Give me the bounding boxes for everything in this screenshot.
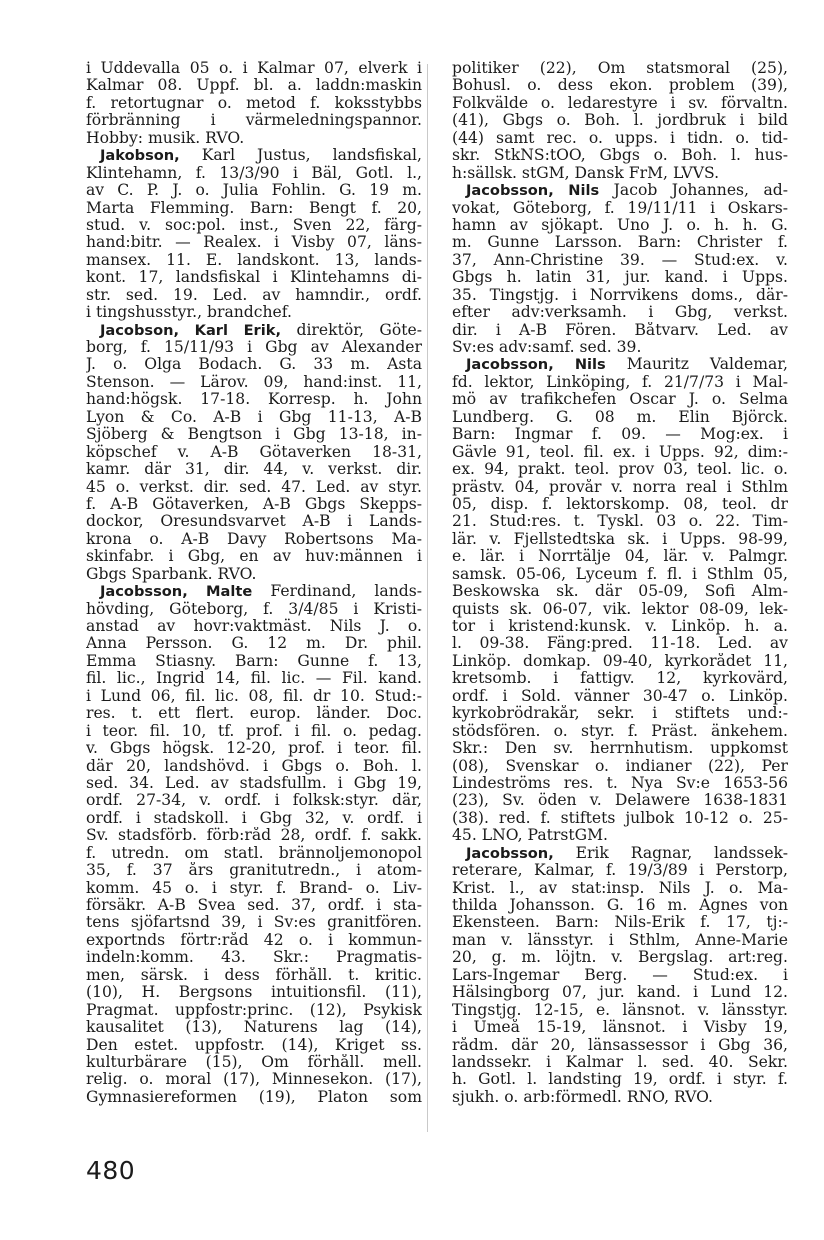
- text-line: l. 09-38. Fäng:pred. 11-18. Led. av: [452, 635, 788, 653]
- text-line: reterare, Kalmar, f. 19/3/89 i Perstorp,: [452, 862, 788, 880]
- text-line: Lindeströms res. t. Nya Sv:e 1653-56: [452, 774, 788, 792]
- text-line: förbränning i värmeledningspannor.: [86, 112, 422, 130]
- text-line: 35. Tingstjg. i Norrvikens doms., där-: [452, 286, 788, 304]
- text-line: Lundberg. G. 08 m. Elin Björck.: [452, 408, 788, 426]
- text-line: (23), Sv. öden v. Delawere 1638-1831: [452, 792, 788, 810]
- text-line: Linköp. domkap. 09-40, kyrkorådet 11,: [452, 652, 788, 670]
- entry-name: Jacobsson, Nils: [466, 182, 600, 200]
- entry-heading-line: [452, 845, 788, 862]
- entry-text: Jacob Johannes, ad-: [599, 182, 788, 200]
- text-line: där 20, landshövd. i Gbgs o. Boh. l.: [86, 757, 422, 775]
- entry-text: Karl Justus, landsfiskal,: [179, 147, 422, 165]
- text-line: i tingshusstyr., brandchef.: [86, 304, 292, 322]
- text-line: Den estet. uppfostr. (14), Kriget ss.: [86, 1036, 422, 1054]
- entry-heading-line: [452, 182, 788, 199]
- text-line: kamr. där 31, dir. 44, v. verkst. dir.: [86, 461, 422, 479]
- entry-name: Jakobson,: [100, 147, 180, 165]
- text-line: exportnds förtr:råd 42 o. i kommun-: [86, 931, 422, 949]
- entry-text: Erik Ragnar, landssek-: [553, 844, 788, 862]
- text-line: v. Gbgs högsk. 12-20, prof. i teor. fil.: [86, 740, 422, 758]
- text-line: dockor, Öresundsvarvet A-B i Lands-: [86, 513, 422, 531]
- text-line: i Lund 06, fil. lic. 08, fil. dr 10. Stud:-: [86, 687, 422, 705]
- text-line: str. sed. 19. Led. av hamndir., ordf.: [86, 286, 422, 304]
- text-line: rådm. där 20, länsassessor i Gbg 36,: [452, 1036, 788, 1054]
- text-line: Klintehamn, f. 13/3/90 i Bäl, Gotl. l.,: [86, 164, 422, 182]
- entry-heading-line: [86, 147, 422, 164]
- text-line: thilda Johansson. G. 16 m. Agnes von: [452, 897, 788, 914]
- text-line: res. t. ett flert. europ. länder. Doc.: [86, 705, 422, 723]
- text-line: Emma Stiasny. Barn: Gunne f. 13,: [86, 652, 422, 670]
- entry-name: Jacobsson,: [466, 844, 554, 862]
- text-line: Tingstjg. 12-15, e. länsnot. v. länsstyr.: [452, 1001, 788, 1019]
- text-line: h. Gotl. l. landsting 19, ordf. i styr. f.: [452, 1071, 788, 1089]
- text-line: tor i kristend:kunsk. v. Linköp. h. a.: [452, 618, 788, 635]
- text-line: 35, f. 37 års granitutredn., i atom-: [86, 862, 422, 880]
- text-line: Sjöberg & Bengtson i Gbg 13-18, in-: [86, 426, 422, 444]
- entry-name: Jacobsson, Nils: [466, 356, 606, 374]
- text-line: skr. StkNS:tOO, Gbgs o. Boh. l. hus-: [452, 147, 788, 165]
- text-line: köpschef v. A-B Götaverken 18-31,: [86, 443, 422, 461]
- text-line: hamn av sjökapt. Uno J. o. h. h. G.: [452, 216, 788, 234]
- text-line: Krist. l., av stat:insp. Nils J. o. Ma-: [452, 879, 788, 897]
- right-column: [452, 60, 788, 1106]
- text-line: av C. P. J. o. Julia Fohlin. G. 19 m.: [86, 182, 422, 200]
- text-line: Hobby: musik. RVO.: [86, 129, 245, 147]
- text-line: 45 o. verkst. dir. sed. 47. Led. av styr.: [86, 478, 422, 496]
- text-line: e. lär. i Norrtälje 04, lär. v. Palmgr.: [452, 548, 788, 566]
- text-line: prästv. 04, provår v. norra real i Sthlm: [452, 478, 788, 496]
- text-line: samsk. 05-06, Lyceum f. fl. i Sthlm 05,: [452, 565, 788, 583]
- text-line: f. A-B Götaverken, A-B Gbgs Skepps-: [86, 495, 422, 513]
- text-line: skinfabr. i Gbg, en av huv:männen i: [86, 548, 422, 566]
- text-line: m. Gunne Larsson. Barn: Christer f.: [452, 234, 788, 252]
- text-line: Kalmar 08. Uppf. bl. a. laddn:maskin: [86, 77, 422, 95]
- text-line: komm. 45 o. i styr. f. Brand- o. Liv-: [86, 879, 422, 897]
- text-line: h:sällsk. stGM, Dansk FrM, LVVS.: [452, 164, 720, 182]
- text-line: hövding, Göteborg, f. 3/4/85 i Kristi-: [86, 600, 422, 618]
- text-line: anstad av hovr:vaktmäst. Nils J. o.: [86, 618, 422, 635]
- entry-text: direktör, Göte-: [281, 321, 422, 339]
- text-line: Pragmat. uppfostr:princ. (12), Psykisk: [86, 1001, 422, 1019]
- text-line: 05, disp. f. lektorskomp. 08, teol. dr: [452, 495, 788, 513]
- text-line: ex. 94, prakt. teol. prov 03, teol. lic. o.: [452, 461, 788, 479]
- text-line: (10), H. Bergsons intuitionsfil. (11),: [86, 984, 422, 1002]
- text-line: f. retortugnar o. metod f. koksstybbs: [86, 94, 422, 112]
- entry-text: Ferdinand, lands-: [252, 583, 422, 601]
- text-line: Bohusl. o. dess ekon. problem (39),: [452, 77, 788, 95]
- text-line: efter adv:verksamh. i Gbg, verkst.: [452, 304, 788, 322]
- text-line: man v. länsstyr. i Sthlm, Anne-Marie: [452, 931, 788, 949]
- text-line: Stenson. — Lärov. 09, hand:inst. 11,: [86, 373, 422, 391]
- text-line: hand:bitr. — Realex. i Visby 07, läns-: [86, 234, 422, 252]
- text-line: Lyon & Co. A-B i Gbg 11-13, A-B: [86, 408, 422, 426]
- text-line: Lars-Ingemar Berg. — Stud:ex. i: [452, 966, 788, 984]
- page-number: 480: [86, 1156, 136, 1185]
- text-line: fd. lektor, Linköping, f. 21/7/73 i Mal-: [452, 373, 788, 391]
- text-line: ordf. i stadskoll. i Gbg 32, v. ordf. i: [86, 809, 422, 827]
- text-line: stödsfören. o. styr. f. Präst. änkehem.: [452, 722, 788, 740]
- text-line: 37, Ann-Christine 39. — Stud:ex. v.: [452, 251, 788, 269]
- text-line: Beskowska sk. där 05-09, Sofi Alm-: [452, 583, 788, 601]
- entry-heading-line: [86, 583, 422, 600]
- text-line: Marta Flemming. Barn: Bengt f. 20,: [86, 199, 422, 217]
- text-line: ordf. 27-34, v. ordf. i folksk:styr. där,: [86, 792, 422, 810]
- text-line: fil. lic., Ingrid 14, fil. lic. — Fil. kand.: [86, 670, 422, 688]
- text-line: Gbgs Sparbank. RVO.: [86, 565, 257, 583]
- text-line: (08), Svenskar o. indianer (22), Per: [452, 757, 788, 775]
- entry-heading-line: [452, 356, 788, 373]
- text-line: lär. v. Fjellstedtska sk. i Upps. 98-99,: [452, 530, 788, 548]
- text-line: i teor. fil. 10, tf. prof. i fil. o. pedag.: [86, 722, 422, 740]
- text-line: mö av trafikchefen Oscar J. o. Selma: [452, 391, 788, 409]
- text-line: (44) samt rec. o. upps. i tidn. o. tid-: [452, 129, 788, 147]
- text-line: (41), Gbgs o. Boh. l. jordbruk i bild: [452, 112, 788, 130]
- text-line: ordf. i Sold. vänner 30-47 o. Linköp.: [452, 687, 788, 705]
- text-line: vokat, Göteborg, f. 19/11/11 i Oskars-: [452, 199, 788, 217]
- text-line: kyrkobrödrakår, sekr. i stiftets und:-: [452, 705, 788, 723]
- text-line: mansex. 11. E. landskont. 13, lands-: [86, 251, 422, 269]
- entry-text: Mauritz Valdemar,: [605, 356, 788, 374]
- left-column: [86, 60, 422, 1106]
- text-line: Gävle 91, teol. fil. ex. i Upps. 92, dim:-: [452, 443, 788, 461]
- text-line: sed. 34. Led. av stadsfullm. i Gbg 19,: [86, 774, 422, 792]
- text-line: stud. v. soc:pol. inst., Sven 22, färg-: [86, 216, 422, 234]
- text-line: Folkvälde o. ledarestyre i sv. förvaltn.: [452, 94, 788, 112]
- entry-heading-line: [86, 322, 422, 339]
- text-line: kretsomb. i fattigv. 12, kyrkovärd,: [452, 670, 788, 688]
- text-line: borg, f. 15/11/93 i Gbg av Alexander: [86, 339, 422, 356]
- text-line: indeln:komm. 43. Skr.: Pragmatis-: [86, 949, 422, 967]
- text-line: quists sk. 06-07, vik. lektor 08-09, lek-: [452, 600, 788, 618]
- text-line: f. utredn. om statl. brännoljemonopol: [86, 844, 422, 862]
- text-line: Barn: Ingmar f. 09. — Mog:ex. i: [452, 426, 788, 444]
- text-line: Skr.: Den sv. herrnhutism. uppkomst: [452, 740, 788, 758]
- text-line: Hälsingborg 07, jur. kand. i Lund 12.: [452, 984, 788, 1002]
- text-line: 20, g. m. löjtn. v. Bergslag. art:reg.: [452, 949, 788, 967]
- text-line: sjukh. o. arb:förmedl. RNO, RVO.: [452, 1088, 713, 1106]
- text-line: politiker (22), Om statsmoral (25),: [452, 60, 788, 77]
- text-line: kulturbärare (15), Om förhåll. mell.: [86, 1053, 422, 1071]
- column-divider: [427, 64, 428, 1132]
- text-line: kont. 17, landsfiskal i Klintehamns di-: [86, 269, 422, 287]
- text-line: Gymnasiereformen (19), Platon som: [86, 1088, 422, 1106]
- text-line: försäkr. A-B Svea sed. 37, ordf. i sta-: [86, 897, 422, 914]
- text-line: relig. o. moral (17), Minnesekon. (17),: [86, 1071, 422, 1089]
- text-line: tens sjöfartsnd 39, i Sv:es granitfören.: [86, 914, 422, 932]
- text-line: Gbgs h. latin 31, jur. kand. i Upps.: [452, 269, 788, 287]
- text-line: J. o. Olga Bodach. G. 33 m. Asta: [86, 356, 422, 374]
- text-line: (38). red. f. stiftets julbok 10-12 o. 25-: [452, 809, 788, 827]
- text-line: Sv. stadsförb. förb:råd 28, ordf. f. sakk.: [86, 827, 422, 845]
- text-line: kausalitet (13), Naturens lag (14),: [86, 1019, 422, 1037]
- text-line: hand:högsk. 17-18. Korresp. h. John: [86, 391, 422, 409]
- text-line: dir. i A-B Fören. Båtvarv. Led. av: [452, 321, 788, 339]
- text-line: Sv:es adv:samf. sed. 39.: [452, 339, 642, 356]
- text-line: Ekensteen. Barn: Nils-Erik f. 17, tj:-: [452, 914, 788, 932]
- text-line: krona o. A-B Davy Robertsons Ma-: [86, 530, 422, 548]
- text-line: Anna Persson. G. 12 m. Dr. phil.: [86, 635, 422, 653]
- text-line: i Umeå 15-19, länsnot. i Visby 19,: [452, 1019, 788, 1037]
- entry-name: Jacobson, Karl Erik,: [100, 321, 281, 339]
- text-line: 45. LNO, PatrstGM.: [452, 827, 608, 845]
- text-line: i Uddevalla 05 o. i Kalmar 07, elverk i: [86, 60, 422, 77]
- text-line: men, särsk. i dess förhåll. t. kritic.: [86, 966, 422, 984]
- entry-name: Jacobsson, Malte: [100, 583, 253, 601]
- text-line: 21. Stud:res. t. Tyskl. 03 o. 22. Tim-: [452, 513, 788, 531]
- text-line: landssekr. i Kalmar l. sed. 40. Sekr.: [452, 1053, 788, 1071]
